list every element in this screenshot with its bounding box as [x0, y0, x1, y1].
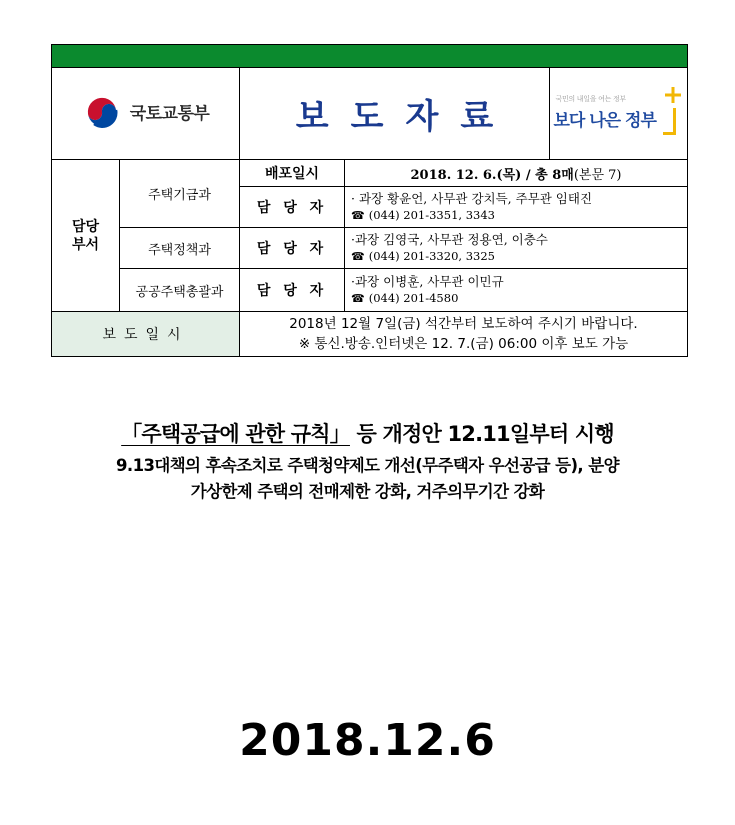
press-header-table	[51, 44, 688, 357]
contact-label: 담 당 자	[240, 269, 345, 312]
telephone-icon: ☎	[351, 250, 365, 263]
ministry-logo	[82, 92, 210, 132]
plus-icon	[664, 86, 682, 104]
subtitle-line-1: 9.13대책의 후속조치로 주택청약제도 개선(무주택자 우선공급 등), 분양	[116, 456, 619, 475]
government-slogan-logo	[554, 82, 684, 142]
slogan-text-a: 보다 나은	[553, 110, 626, 131]
ministry-logo-cell	[52, 68, 240, 160]
footer-date: 2018.12.6	[239, 715, 496, 766]
slogan-caption: 국민의 내일을 여는 정부	[555, 94, 626, 103]
slogan-logo-cell	[550, 68, 688, 159]
department-heading: 담당부서	[52, 160, 120, 312]
release-time-label: 보도일시	[52, 312, 240, 357]
telephone-icon: ☎	[351, 209, 365, 222]
release-time-text: 2018년 12월 7일(금) 석간부터 보도하여 주시기 바랍니다. ※ 통신.방송.인터넷은 12. 7.(금) 06:00 이후 보도 가능	[240, 312, 688, 357]
distribution-label: 배포일시	[240, 160, 345, 187]
contact-housing-policy: ·과장 김영국, 사무관 정용연, 이충수 ☎ (044) 201-3320, 3325	[345, 228, 688, 269]
taegeuk-icon	[82, 92, 122, 132]
distribution-date: 2018. 12. 6.(목) / 총 8매(본문 7)	[345, 160, 688, 187]
department-housing-policy: 주택정책과	[120, 228, 240, 269]
green-banner	[52, 45, 688, 68]
subtitle-line-2: 가상한제 주택의 전매제한 강화, 거주의무기간 강화	[190, 482, 545, 501]
slogan-text-b: 정부	[625, 110, 656, 131]
department-public-housing: 공공주택총괄과	[120, 269, 240, 312]
slogan-text	[554, 106, 656, 131]
contact-label: 담 당 자	[240, 187, 345, 228]
ministry-name: 국토교통부	[129, 104, 210, 124]
contact-public-housing: ·과장 이병훈, 사무관 이민규 ☎ (044) 201-4580	[345, 269, 688, 312]
slogan-bracket-mark	[663, 108, 676, 135]
department-housing-fund: 주택기금과	[120, 160, 240, 228]
title-and-slogan-cell	[240, 68, 688, 160]
telephone-icon: ☎	[351, 292, 365, 305]
contact-housing-fund: · 과장 황윤언, 사무관 강치득, 주무관 임태진 ☎ (044) 201-3351, 3343	[345, 187, 688, 228]
press-release-title: 보도자료	[240, 68, 550, 159]
headline: 「주택공급에 관한 규칙」 등 개정안 12.11일부터 시행	[121, 422, 614, 446]
contact-label: 담 당 자	[240, 228, 345, 269]
